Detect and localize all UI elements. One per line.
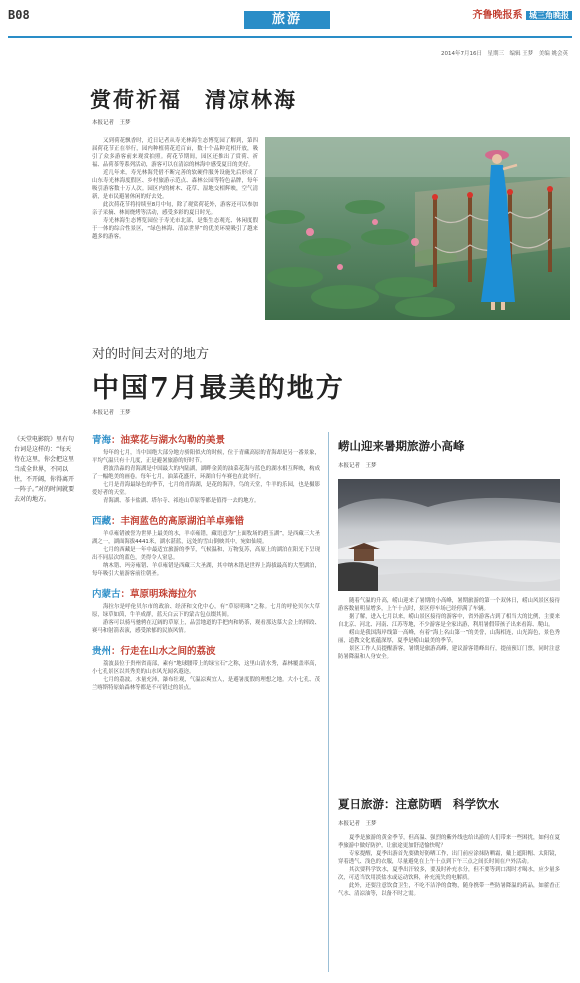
sidebar-quote: 《天堂电影院》里有句台词是这样的：“每天待在这里，你会把这里当成全世界，不同以往，不开阔，你得离开一阵子。”对的时间就要去对的地方。 xyxy=(14,436,75,503)
laoshan-photo-image xyxy=(338,479,560,591)
article1-paragraph: 近几年来，寿光林海凭借不断完善的软硬件服务设施先后形成了山东寿光林海度假区、乡村旅游示范点、森林公园等特色品牌，每年吸引游客数十万人次。园区内的树木、花草、湿地交相辉映，空气清新，是市民避暑休闲的好去处。 xyxy=(92,170,258,200)
section-paragraph: 纳木错、玛旁雍错、羊卓雍错是西藏三大圣湖，其中纳木错是世界上海拔最高的大型湖泊，每年吸引大量游客前往朝圣。 xyxy=(92,563,320,577)
article3-body xyxy=(338,597,560,661)
article4-title: 夏日旅游：注意防晒 科学饮水 xyxy=(338,797,499,811)
section-paragraph: 海拉尔是呼伦贝尔市的政治、经济和文化中心，有“草原明珠”之称。七月的呼伦贝尔大草原，绿草如茵，牛羊成群，蓝天白云下的蒙古包点缀其间。 xyxy=(92,604,320,618)
section-heading-qinghai xyxy=(92,432,320,446)
section-paragraph: 碧波浩淼的青海湖是中国最大的内陆湖，湖畔金黄的油菜花海与蓝色的湖水相互辉映，构成了一幅绝美的画卷。每年七月，油菜花盛开，环湖自行车赛也在此举行。 xyxy=(92,466,320,480)
laoshan-photo xyxy=(338,479,560,591)
article3-paragraph: 随着气温的升高，崂山迎来了暑期的小高峰，暑期旅游的第一个双休日，崂山风景区接待游客数量明显增多，上午十点时，景区停车场已经停满了车辆。 xyxy=(338,598,560,612)
section-text-inner-mongolia xyxy=(92,603,320,635)
section-paragraph: 七月的荔波，水量充沛，瀑布壮观，气温凉爽宜人，是避暑度假的理想之地。大小七孔、茂兰喀斯特原始森林等都是不可错过的景点。 xyxy=(92,677,320,691)
masthead-name: 齐鲁晚报系 xyxy=(472,10,523,21)
article1-paragraph: 此次荷花节将持续至8月中旬，除了观赏荷花外，游客还可以参加亲子采摘、林间烧烤等活动，感受多彩的夏日时光。 xyxy=(92,202,258,216)
section-paragraph: 七月是青海最绿色的季节，七月的青海湖，是花的海洋，鸟的天堂，牛羊的乐园，也是摄影爱好者的天堂。 xyxy=(92,482,320,496)
article1-paragraph: 寿光林海生态博览园位于寿光市北部，是集生态观光、休闲度假于一体的综合性景区，“绿色林海、清凉世界”的优美环境吸引了越来越多的游客。 xyxy=(92,218,258,240)
article4-paragraph: 其次要科学饮水，夏季出汗较多，要及时补充水分，但不要等到口渴时才喝水，应少量多次，可适当饮用淡盐水或运动饮料，补充流失的电解质。 xyxy=(338,867,560,881)
section-headline: ：丰润蓝色的高原湖泊羊卓雍错 xyxy=(111,516,245,527)
section-paragraph: 每年的七月，当中国绝大部分地方骄阳似火的时候，位于青藏高原的青海却是另一番景象，平均气温只有十几度，正是避暑旅游的好时节。 xyxy=(92,450,320,464)
article1-paragraph: 又到荷花飘香时，近日记者从寿光林海生态博览园了解到，第四届荷花节正在举行，园内种植荷花近百亩，数十个品种竞相开放，吸引了众多游客前来观赏拍照。荷花节期间，园区还推出了赏荷、祈福、品荷茶等系列活动，游客可以在清凉的林海中感受夏日的美好。 xyxy=(92,138,258,168)
section-label: 旅游 xyxy=(244,11,330,29)
article4-paragraph: 此外，还要注意饮食卫生，不吃不洁净的食物，随身携带一些防暑降温的药品，如藿香正气水、清凉油等，以备不时之需。 xyxy=(338,883,560,897)
lotus-photo xyxy=(265,137,570,320)
section-place: 西藏 xyxy=(92,516,112,527)
header-rule xyxy=(8,36,572,38)
section-paragraph: 七月的西藏是一年中最适宜旅游的季节，气候温和，万物复苏，高原上的湖泊在阳光下呈现出不同层次的蓝色，美得令人窒息。 xyxy=(92,547,320,561)
column-divider xyxy=(328,432,329,972)
page-number: B08 xyxy=(8,8,30,22)
article2-byline: 本报记者 王梦 xyxy=(92,410,131,416)
section-paragraph: 荔波县位于贵州省南部，素有“地球腰带上的绿宝石”之称，这里山清水秀，森林覆盖率高，小七孔景区以其秀美的山水风光闻名遐迩。 xyxy=(92,661,320,675)
section-paragraph: 游客可以骑马驰骋在辽阔的草原上，品尝地道的手把肉和奶茶，观看那达慕大会上的摔跤、赛马和射箭表演，感受浓郁的民族风情。 xyxy=(92,620,320,634)
article4-byline: 本报记者 王梦 xyxy=(338,821,377,827)
article3-paragraph: 据了解，进入七月以来，崂山景区接待的游客中，省外游客占到了相当大的比例，主要来自北京、河北、河南、江苏等地，不少游客是全家出游，利用暑假带孩子出来看海、爬山。 xyxy=(338,614,560,628)
article3-paragraph: 崂山是我国海岸线第一高峰，有着“海上名山第一”的美誉，山海相连，山光海色，景色秀丽，道教文化底蕴深厚，夏季是崂山最美的季节。 xyxy=(338,630,560,644)
section-paragraph: 羊卓雍错被誉为世界上最美的水，羊卓雍错，藏语意为“上面牧场的碧玉湖”，是西藏三大圣湖之一，湖面海拔4441米，湖水湛蓝，远处的雪山倒映其中，宛如仙境。 xyxy=(92,531,320,545)
article2-title: 中国7月最美的地方 xyxy=(92,373,345,404)
masthead-tag: 城三角晚报 xyxy=(526,11,572,20)
article4-paragraph: 夏季是旅游的黄金季节，但高温、强烈的紫外线也给出游的人们带来一些困扰，如何在夏季旅游中做好防护，让旅途更加舒适愉快呢？ xyxy=(338,835,560,849)
section-text-guizhou xyxy=(92,660,320,692)
section-headline: ：行走在山水之间的荔波 xyxy=(111,646,216,657)
article3-byline: 本报记者 王梦 xyxy=(338,463,377,469)
section-heading-inner-mongolia xyxy=(92,586,320,600)
lotus-photo-image xyxy=(265,137,570,320)
section-place: 贵州 xyxy=(92,646,112,657)
article2-body xyxy=(92,432,320,692)
article1-title: 赏荷祈福 清凉林海 xyxy=(90,87,297,112)
section-headline: ：油菜花与湖水勾勒的美景 xyxy=(111,435,226,446)
section-text-tibet xyxy=(92,530,320,578)
article4-body xyxy=(338,834,560,898)
article3-title: 崂山迎来暑期旅游小高峰 xyxy=(338,439,465,453)
article3-paragraph: 景区工作人员提醒游客，暑期是旅游高峰，建议游客错峰出行，提前预订门票，同时注意防暑降温和人身安全。 xyxy=(338,646,560,660)
section-headline: ：草原明珠海拉尔 xyxy=(120,589,197,600)
masthead xyxy=(473,6,572,21)
section-place: 内蒙古 xyxy=(92,589,121,600)
article1-byline: 本报记者 王梦 xyxy=(92,120,131,126)
article2-kicker: 对的时间去对的地方 xyxy=(92,347,210,362)
issue-meta: 2014年7月16日 星期三 编辑 王梦 美编 姚会英 xyxy=(441,51,568,57)
page-header xyxy=(0,0,580,40)
section-heading-tibet xyxy=(92,513,320,527)
section-place: 青海 xyxy=(92,435,112,446)
section-text-qinghai xyxy=(92,449,320,505)
article4-paragraph: 专家提醒，夏季出游首先要做好防晒工作，出门前应涂抹防晒霜，戴上遮阳帽、太阳镜，穿着透气、浅色的衣服，尽量避免在上午十点到下午三点之间长时间在户外活动。 xyxy=(338,851,560,865)
section-heading-guizhou xyxy=(92,643,320,657)
section-paragraph: 青海湖、茶卡盐湖、塔尔寺、祁连山草原等都是值得一去的地方。 xyxy=(103,498,260,504)
article1-body xyxy=(92,137,258,241)
